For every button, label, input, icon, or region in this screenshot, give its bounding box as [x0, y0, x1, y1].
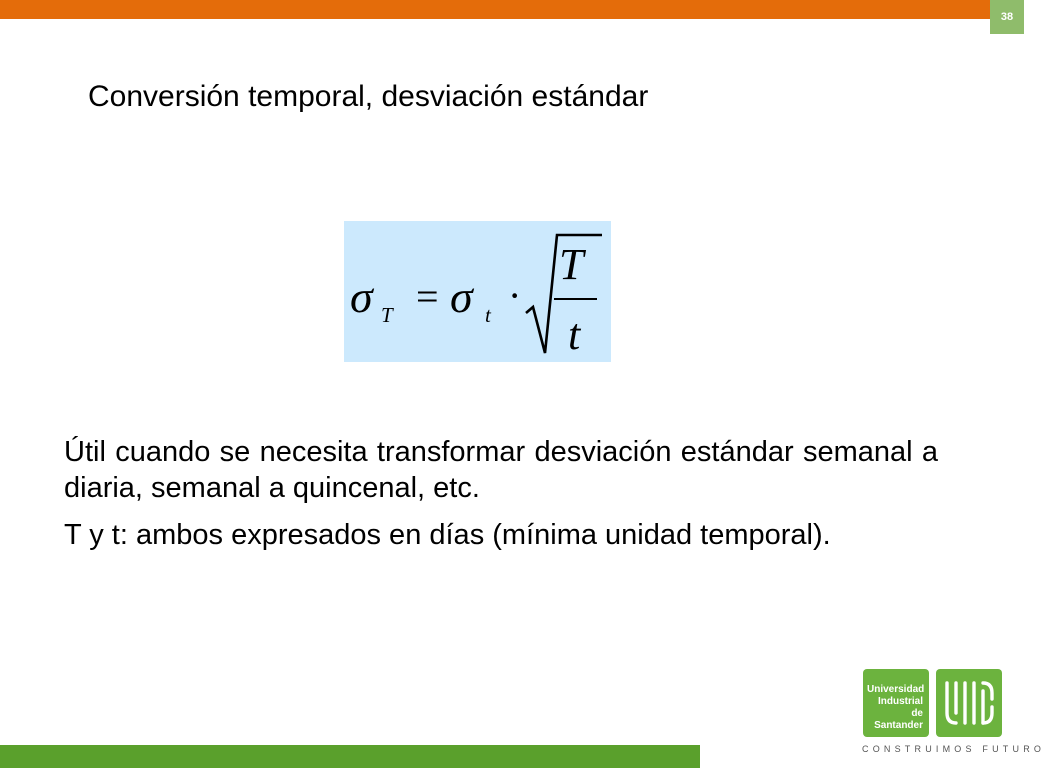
logo-line-3: Santander — [874, 720, 923, 731]
subscript-t: t — [485, 303, 491, 327]
formula-equation — [344, 221, 611, 362]
subscript-T: T — [381, 303, 393, 327]
top-accent-bar — [0, 0, 990, 19]
slide-number: 38 — [990, 0, 1024, 34]
fraction-denominator: t — [568, 310, 581, 359]
logo-line-1: Universidad — [867, 684, 925, 695]
equals-sign: = — [416, 274, 439, 319]
logo-line-2: Industrial de — [877, 696, 923, 719]
sigma-t-symbol: σ — [450, 271, 473, 322]
paragraph-units: T y t: ambos expresados en días (mínima unidad temporal). — [64, 518, 831, 551]
university-logo-text — [863, 669, 929, 737]
fraction-numerator: T — [559, 240, 584, 289]
logo-motto: CONSTRUIMOS FUTURO — [862, 744, 1045, 754]
paragraph-useful: Útil cuando se necesita transformar desviación estándar semanal a diaria, semanal a quincenal, etc. — [64, 436, 938, 505]
multiply-dot: · — [508, 273, 522, 318]
slide-title: Conversión temporal, desviación estándar — [88, 80, 649, 113]
formula-box — [344, 221, 611, 362]
body-text — [64, 434, 938, 563]
bottom-accent-bar — [0, 745, 700, 768]
sigma-T-symbol: σ — [350, 271, 373, 322]
university-emblem-icon — [936, 669, 1002, 737]
